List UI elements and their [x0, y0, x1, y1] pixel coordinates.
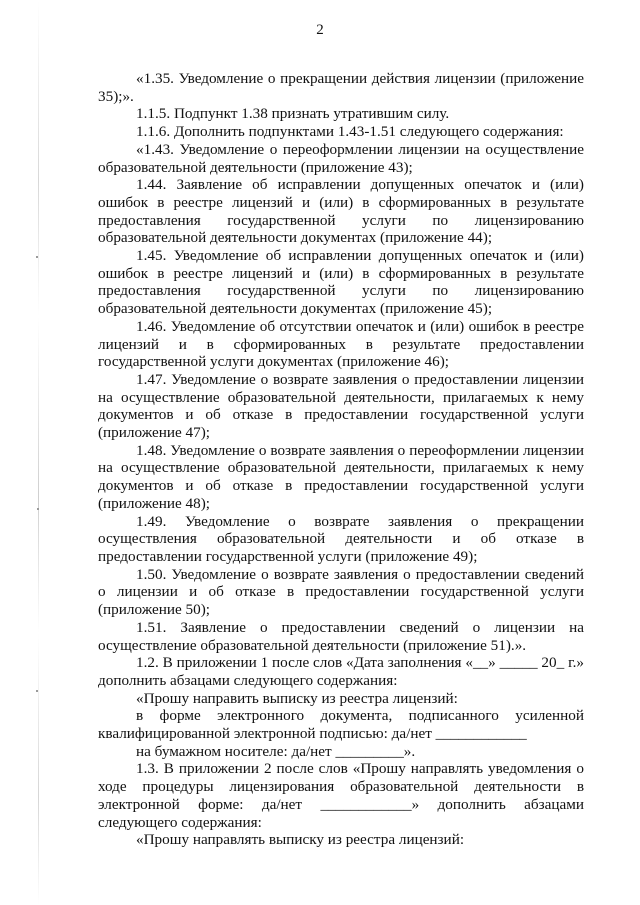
paragraph: 1.44. Заявление об исправлении допущенных опечаток и (или) ошибок в реестре лицензий и (или) в сформированных в результате предоставления государственной услуги по лицензированию образовательной деятельности документах (приложение 44);	[98, 176, 584, 247]
paragraph: 1.48. Уведомление о возврате заявления о переоформлении лицензии на осуществление образовательной деятельности, прилагаемых к нему документов и об отказе в предоставлении государственной услуги (приложение 48);	[98, 441, 584, 512]
scan-speck	[36, 256, 38, 258]
paragraph: «Прошу направить выписку из реестра лицензий:	[136, 689, 458, 707]
paragraph: «Прошу направлять выписку из реестра лицензий:	[136, 831, 465, 849]
paragraph: «1.43. Уведомление о переоформлении лицензии на осуществление образовательной деятельности (приложение 43);	[98, 140, 584, 176]
paragraph: 1.2. В приложении 1 после слов «Дата заполнения «__» _____ 20_ г.» дополнить абзацами следующего содержания:	[98, 654, 584, 689]
paragraph: в форме электронного документа, подписанного усиленной квалифицированной электронной подписью: да/нет ____________	[98, 707, 584, 743]
scan-speck	[37, 508, 39, 510]
body-text	[98, 70, 584, 849]
scan-speck	[36, 690, 38, 692]
paragraph: на бумажном носителе: да/нет _________».	[136, 742, 416, 760]
scan-margin-line	[38, 0, 39, 905]
paragraph: 1.47. Уведомление о возврате заявления о предоставлении лицензии на осуществление образовательной деятельности, прилагаемых к нему документов и об отказе в предоставлении государственной услуги (приложение 47);	[98, 370, 584, 442]
paragraph: 1.46. Уведомление об отсутствии опечаток и (или) ошибок в реестре лицензий и в сформированных в результате предоставлении государственной услуги документах (приложение 46);	[98, 317, 584, 371]
paragraph: 1.1.6. Дополнить подпунктами 1.43-1.51 следующего содержания:	[136, 123, 564, 141]
paragraph: 1.49. Уведомление о возврате заявления о прекращении осуществления образовательной деятельности и об отказе в предоставлении государственной услуги (приложение 49);	[98, 512, 584, 565]
paragraph: 1.51. Заявление о предоставлении сведений о лицензии на осуществление образовательной деятельности (приложение 51).».	[98, 618, 584, 654]
paragraph: 1.1.5. Подпункт 1.38 признать утратившим силу.	[136, 105, 450, 123]
paragraph: 1.50. Уведомление о возврате заявления о предоставлении сведений о лицензии и об отказе в предоставлении государственной услуги (приложение 50);	[98, 565, 584, 619]
page-number: 2	[316, 22, 324, 38]
paragraph: 1.45. Уведомление об исправлении допущенных опечаток и (или) ошибок в реестре лицензий и (или) в сформированных в результате предоставления государственной услуги по лицензированию образовательной деятельности документах (приложение 45);	[98, 247, 584, 318]
paragraph: «1.35. Уведомление о прекращении действия лицензии (приложение 35);».	[98, 70, 584, 105]
paragraph: 1.3. В приложении 2 после слов «Прошу направлять уведомления о ходе процедуры лицензирования образовательной деятельности в электронной форме: да/нет ____________» дополнить абзацами следующего содержания:	[98, 760, 584, 831]
